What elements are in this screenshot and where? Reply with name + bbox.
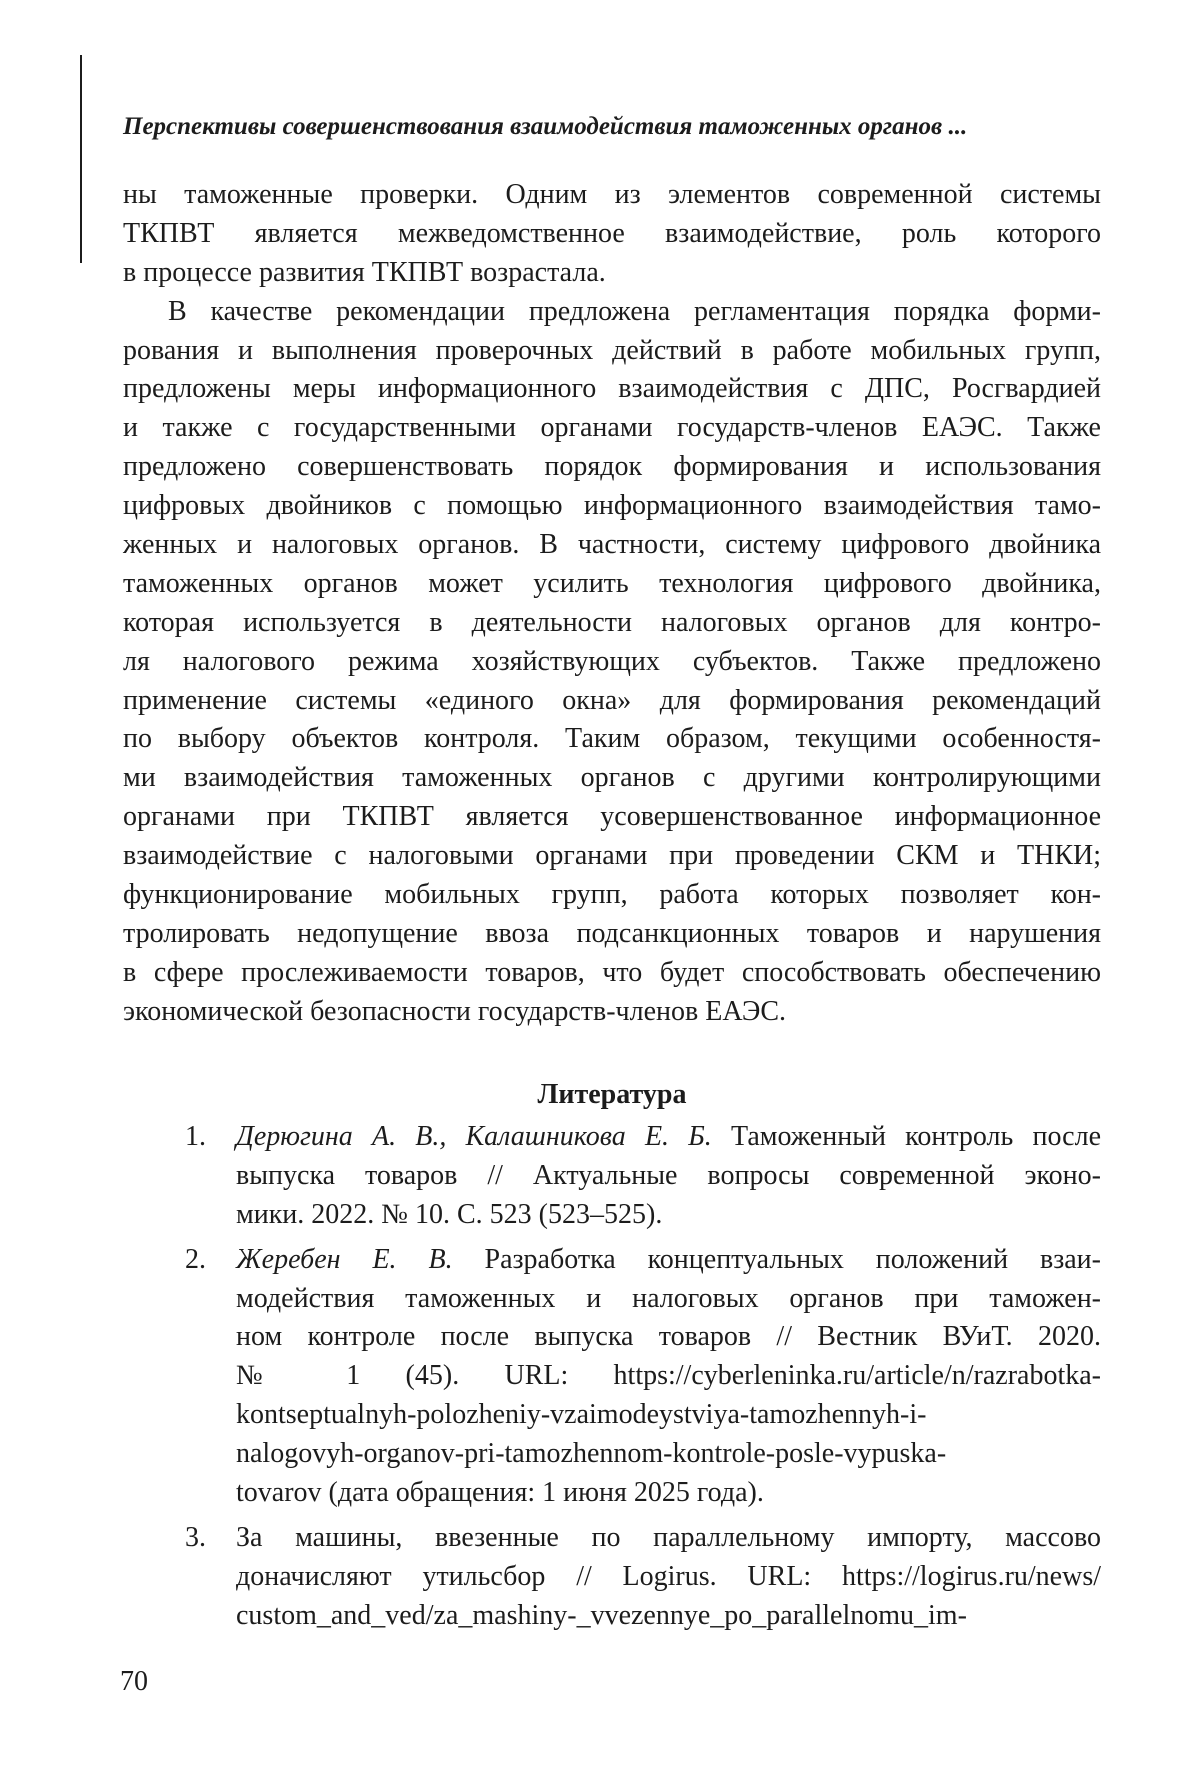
reference-authors: Жеребен Е. В. [236, 1244, 453, 1275]
body-line: рования и выполнения проверочных действий в работе мобильных групп, [123, 332, 1101, 371]
body-line: функционирование мобильных групп, работа которых позволяет кон- [123, 876, 1101, 915]
reference-line: За машины, ввезенные по параллельному импорту, массово [236, 1519, 1101, 1558]
reference-line: tovarov (дата обращения: 1 июня 2025 года). [236, 1474, 1101, 1513]
reference-item [123, 1241, 1101, 1513]
body-line: в процессе развития ТКПВТ возрастала. [123, 254, 1101, 293]
reference-line: доначисляют утильсбор // Logirus. URL: https://logirus.ru/news/ [236, 1558, 1101, 1597]
margin-rule [80, 55, 82, 263]
reference-line: custom_and_ved/za_mashiny-_vvezennye_po_parallelnomu_im- [236, 1597, 1101, 1636]
reference-line [236, 1241, 1101, 1280]
body-line: цифровых двойников с помощью информационного взаимодействия тамо- [123, 487, 1101, 526]
reference-number: 3. [185, 1519, 206, 1558]
reference-line: kontseptualnyh-polozheniy-vzaimodeystviya-tamozhennyh-i- [236, 1396, 1101, 1435]
literature-heading: Литература [123, 1078, 1101, 1112]
body-line: ТКПВТ является межведомственное взаимодействие, роль которого [123, 215, 1101, 254]
reference-line: мики. 2022. № 10. С. 523 (523–525). [236, 1196, 1101, 1235]
body-line: тролировать недопущение ввоза подсанкционных товаров и нарушения [123, 915, 1101, 954]
body-line: ми взаимодействия таможенных органов с другими контролирующими [123, 759, 1101, 798]
body-line: женных и налоговых органов. В частности, систему цифрового двойника [123, 526, 1101, 565]
reference-line: № 1 (45). URL: https://cyberleninka.ru/article/n/razrabotka- [236, 1357, 1101, 1396]
body-line: таможенных органов может усилить технология цифрового двойника, [123, 565, 1101, 604]
body-line: ны таможенные проверки. Одним из элементов современной системы [123, 176, 1101, 215]
body-line: взаимодействие с налоговыми органами при проведении СКМ и ТНКИ; [123, 837, 1101, 876]
reference-number: 1. [185, 1118, 206, 1157]
reference-line: выпуска товаров // Актуальные вопросы современной эконо- [236, 1157, 1101, 1196]
reference-list [123, 1118, 1101, 1636]
body-line: которая используется в деятельности налоговых органов для контро- [123, 604, 1101, 643]
body-line: предложены меры информационного взаимодействия с ДПС, Росгвардией [123, 370, 1101, 409]
reference-line: nalogovyh-organov-pri-tamozhennom-kontrole-posle-vypuska- [236, 1435, 1101, 1474]
body-line: экономической безопасности государств-членов ЕАЭС. [123, 993, 1101, 1032]
body-line: применение системы «единого окна» для формирования рекомендаций [123, 682, 1101, 721]
running-head: Перспективы совершенствования взаимодействия таможенных органов ... [123, 112, 1103, 142]
body-line: органами при ТКПВТ является усовершенствованное информационное [123, 798, 1101, 837]
body-line: и также с государственными органами государств-членов ЕАЭС. Также [123, 409, 1101, 448]
reference-item [123, 1118, 1101, 1235]
reference-line: модействия таможенных и налоговых органов при таможен- [236, 1280, 1101, 1319]
reference-line: ном контроле после выпуска товаров // Вестник ВУиТ. 2020. [236, 1318, 1101, 1357]
body-text [123, 176, 1101, 1032]
page-number: 70 [120, 1665, 148, 1699]
body-line: в сфере прослеживаемости товаров, что будет способствовать обеспечению [123, 954, 1101, 993]
reference-item [123, 1519, 1101, 1636]
document-page [0, 0, 1200, 1780]
body-line: В качестве рекомендации предложена регламентация порядка форми- [123, 293, 1101, 332]
reference-line [236, 1118, 1101, 1157]
body-line: по выбору объектов контроля. Таким образом, текущими особенностя- [123, 720, 1101, 759]
reference-authors: Дерюгина А. В., Калашникова Е. Б. [236, 1121, 712, 1152]
body-line: предложено совершенствовать порядок формирования и использования [123, 448, 1101, 487]
reference-number: 2. [185, 1241, 206, 1280]
reference-title: Таможенный контроль после [712, 1121, 1101, 1152]
body-line: ля налогового режима хозяйствующих субъектов. Также предложено [123, 643, 1101, 682]
reference-title: Разработка концептуальных положений взаи- [453, 1244, 1101, 1275]
